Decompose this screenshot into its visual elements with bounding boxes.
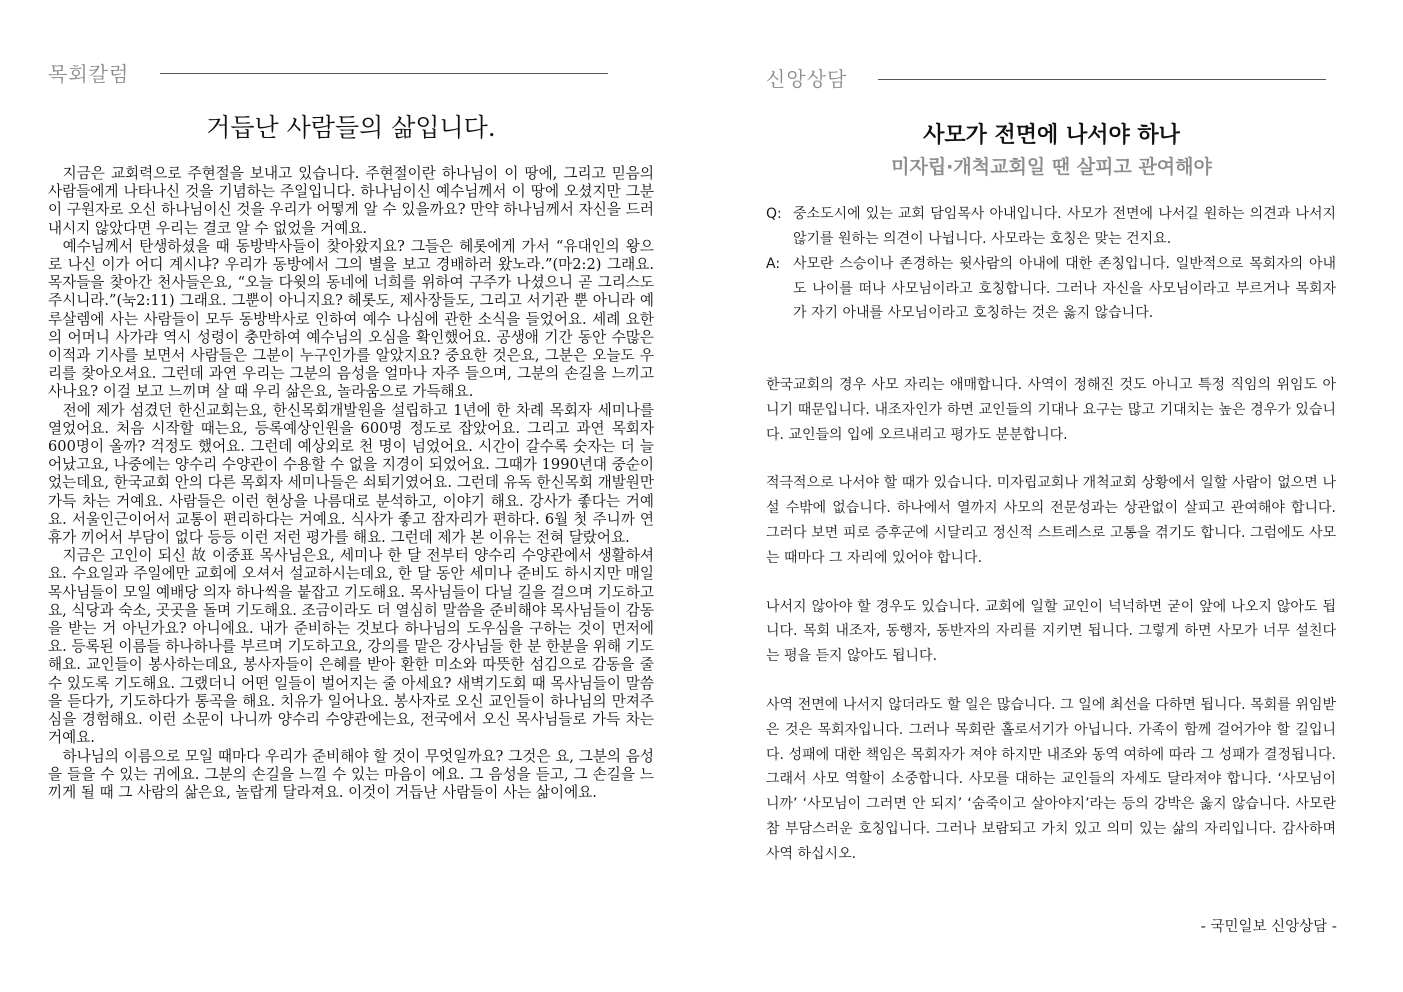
body-paragraph: 예수님께서 탄생하셨을 때 동방박사들이 찾아왔지요? 그들은 헤롯에게 가서 “유대인의 왕으로 나신 이가 어디 계시냐? 우리가 동방에서 그의 별을 보고 경배하러 왔노라.”(마2:2) 그래요. 목자들을 찾아간 천사들은요, “오늘 다윗의 동네에 너희를 위하여 구주가 나셨으니 곧 그리스도 주시니라.”(눅2:11) 그래요. 그뿐이 아니지요? 헤롯도, 제사장들도, 그리고 서기관 뿐 아니라 예루살렘에 사는 사람들이 모두 동방박사로 인하여 예수 나심에 관한 소식을 들었어요. 세례 요한의 어머니 사가랴 역시 성령이 충만하여 예수님의 오심을 확인했어요. 공생애 기간 동안 수많은 이적과 기사를 보면서 사람들은 그분이 누구인가를 알았지요? 중요한 것은요, 그분은 오늘도 우리를 찾아오셔요. 그런데 과연 우리는 그분의 음성을 얼마나 자주 들으며, 그분의 손길을 느끼고 사나요? 이걸 보고 느끼며 살 때 우리 삶은요, 놀라움으로 가득해요. [48, 237, 654, 401]
answer-paragraph: 적극적으로 나서야 할 때가 있습니다. 미자립교회나 개척교회 상황에서 일할 사람이 없으면 나설 수밖에 없습니다. 하나에서 열까지 사모의 전문성과는 상관없이 살피고 관여해야 합니다. 그러다 보면 피로 증후군에 시달리고 정신적 스트레스로 고통을 겪기도 합니다. 그럼에도 사모는 때마다 그 자리에 있어야 합니다. [766, 475, 1336, 566]
answer-paragraph: 한국교회의 경우 사모 자리는 애매합니다. 사역이 정해진 것도 아니고 특정 직임의 위임도 아니기 때문입니다. 내조자인가 하면 교인들의 기대나 요구는 많고 기대치는 높은 경우가 있습니다. 교인들의 입에 오르내리고 평가도 분분합니다. [766, 377, 1336, 443]
answer-paragraph: 사역 전면에 나서지 않더라도 할 일은 많습니다. 그 일에 최선을 다하면 됩니다. 목회를 위임받은 것은 목회자입니다. 그러나 목회란 홀로서기가 아닙니다. 가족이 함께 걸어가야 할 길입니다. 성패에 대한 책임은 목회자가 져야 하지만 내조와 동역 여하에 따라 그 성패가 결정됩니다. 그래서 사모 역할이 소중합니다. 사모를 대하는 교인들의 자세도 달라져야 합니다. ‘사모님이니까’ ‘사모님이 그러면 안 되지’ ‘숨죽이고 살아야지’라는 등의 강박은 옳지 않습니다. 사모란 참 부담스러운 호칭입니다. 그러나 보람되고 가치 있고 의미 있는 삶의 자리입니다. 감사하며 사역 하십시오. [766, 696, 1336, 862]
section-label-counsel: 신앙상담 [766, 67, 848, 91]
answer-paragraph: 나서지 않아야 할 경우도 있습니다. 교회에 일할 교인이 넉넉하면 굳이 앞에 나오지 않아도 됩니다. 목회 내조자, 동행자, 동반자의 자리를 지키면 됩니다. 그렇게 하면 사모가 너무 설친다는 평을 듣지 않아도 됩니다. [766, 598, 1336, 665]
answer-intro-text: 사모란 스승이나 존경하는 윗사람의 아내에 대한 존칭입니다. 일반적으로 목회자의 아내도 나이를 떠나 사모님이라고 호칭합니다. 그러나 자신을 사모님이라고 부르거나 목회자가 자기 아내를 사모님이라고 호칭하는 것은 옳지 않습니다. [793, 256, 1336, 321]
answer-body [766, 373, 1336, 891]
qa-block [766, 202, 1336, 326]
question-mark-label: Q: [766, 206, 782, 222]
header-rule [878, 79, 1326, 80]
article-title: 사모가 전면에 나서야 하나 [923, 123, 1180, 148]
answer-mark-label: A: [766, 256, 781, 272]
column-body [48, 165, 654, 802]
question-row [766, 202, 1336, 251]
column-title: 거듭난 사람들의 삶입니다. [206, 113, 496, 142]
body-paragraph: 지금은 고인이 되신 故 이중표 목사님은요, 세미나 한 달 전부터 양수리 수양관에서 생활하셔요. 수요일과 주일에만 교회에 오셔서 설교하시는데요, 한 달 동안 세미나 준비도 하시지만 매일 목사님들이 모일 예배당 의자 하나씩을 붙잡고 기도해요. 목사님들이 다닐 길을 걸으며 기도하고요, 식당과 숙소, 곳곳을 돌며 기도해요. 조금이라도 더 열심히 말씀을 준비해야 목사님들이 감동을 받는 거 아닌가요? 아니에요. 내가 준비하는 것보다 하나님의 도우심을 구하는 것이 먼저에요. 등록된 이름들 하나하나를 부르며 기도하고요, 강의를 맡은 강사님들 한 분 한분을 위해 기도해요. 교인들이 봉사하는데요, 봉사자들이 은혜를 받아 환한 미소와 따뜻한 섬김으로 감동을 줄 수 있도록 기도해요. 그랬더니 어떤 일들이 벌어지는 줄 아세요? 새벽기도회 때 목사님들이 말씀을 듣다가, 기도하다가 통곡을 해요. 치유가 일어나요. 봉사자로 오신 교인들이 하나님의 만져주심을 경험해요. 이런 소문이 나니까 양수리 수양관에는요, 전국에서 오신 목사님들로 가득 차는 거예요. [48, 547, 654, 747]
article-subtitle: 미자립·개척교회일 땐 살피고 관여해야 [891, 156, 1212, 178]
body-paragraph: 전에 제가 섬겼던 한신교회는요, 한신목회개발원을 설립하고 1년에 한 차례 목회자 세미나를 열었어요. 처음 시작할 때는요, 등록예상인원을 600명 정도로 잡았어요. 그리고 과연 목회자 600명이 올까? 걱정도 했어요. 그런데 예상외로 천 명이 넘었어요. 시간이 갈수록 숫자는 더 늘어났고요, 나중에는 양수리 수양관이 수용할 수 없을 지경이 되었어요. 그때가 1990년대 중순이었는데요, 한국교회 안의 다른 목회자 세미나들은 쇠퇴기였어요. 그런데 유독 한신목회 개발원만 가득 차는 거예요. 사람들은 이런 현상을 나름대로 분석하고, 이야기 해요. 강사가 좋다는 거예요. 서울인근이어서 교통이 편리하다는 거예요. 식사가 좋고 잠자리가 편하다. 6월 첫 주니까 연휴가 끼어서 부담이 없다 등등 이런 저런 평가를 해요. 그런데 제가 본 이유는 전혀 달랐어요. [48, 401, 654, 547]
section-label-column: 목회칼럼 [48, 62, 130, 86]
header-rule [160, 73, 608, 74]
question-text: 중소도시에 있는 교회 담임목사 아내입니다. 사모가 전면에 나서길 원하는 의견과 나서지 않기를 원하는 의견이 나뉩니다. 사모라는 호칭은 맞는 건지요. [793, 206, 1336, 247]
answer-row [766, 252, 1336, 326]
body-paragraph: 하나님의 이름으로 모일 때마다 우리가 준비해야 할 것이 무엇일까요? 그것은 요, 그분의 음성을 들을 수 있는 귀에요. 그분의 손길을 느낄 수 있는 마음이 에요. 그 음성을 듣고, 그 손길을 느끼게 될 때 그 사람의 삶은요, 놀랍게 달라져요. 이것이 거듭난 사람들이 사는 삶이에요. [48, 747, 654, 801]
body-paragraph: 지금은 교회력으로 주현절을 보내고 있습니다. 주현절이란 하나님이 이 땅에, 그리고 믿음의 사람들에게 나타나신 것을 기념하는 주일입니다. 하나님이신 예수님께서 이 땅에 오셨지만 그분이 구원자로 오신 하나님이신 것을 우리가 어떻게 알 수 있을까요? 만약 하나님께서 자신을 드러내시지 않았다면 우리는 결코 알 수 없었을 거예요. [48, 165, 654, 237]
source-credit: - 국민일보 신앙상담 - [1200, 919, 1337, 935]
